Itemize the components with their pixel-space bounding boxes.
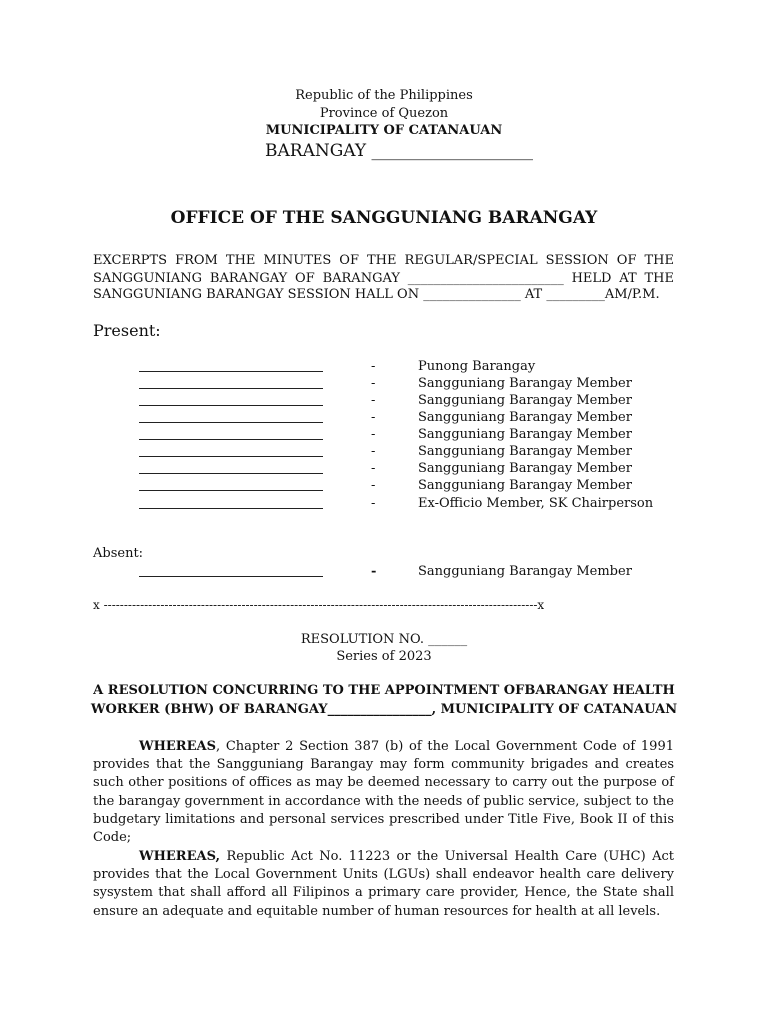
dash: -: [371, 444, 376, 459]
office-title: OFFICE OF THE SANGGUNIANG BARANGAY: [170, 208, 598, 228]
whereas-text: , Chapter 2 Section 387 (b) of the Local Government Code of 1991 provides that the Sangguniang Barangay may form community brigades and creates such other positions of offices as may be deemed necessary to carry out the purpose of the barangay government in accordance with the needs of public service, subject to the budgetary limitations and personal services prescribed under Title Five, Book II of this Code;: [93, 739, 674, 846]
barangay-label: BARANGAY: [265, 141, 367, 161]
whereas-text: Republic Act No. 11223 or the Universal Health Care (UHC) Act provides that the Local Government Units (LGUs) shall endeavor health care delivery sysystem that shall afford all Filipinos a primary care provider, Hence, the State shall ensure an adequate and equitable number of human resources for health at all levels.: [93, 849, 674, 919]
member-role: Sangguniang Barangay Member: [418, 478, 632, 493]
separator-text: x -----------------------------------------------------------------------------------------------------------x: [93, 598, 545, 612]
present-label: Present:: [93, 321, 161, 340]
absent-label: Absent:: [93, 546, 144, 561]
member-role: Ex-Officio Member, SK Chairperson: [418, 496, 654, 511]
whereas-lead: WHEREAS,: [139, 849, 221, 864]
resolution-number: RESOLUTION NO. ______: [300, 632, 468, 647]
absent-row: [0, 563, 768, 580]
dash: -: [371, 359, 376, 374]
barangay-blank: ___________________: [371, 141, 534, 161]
signature-line: [139, 405, 323, 406]
dash: -: [371, 427, 376, 442]
signature-line: [139, 490, 323, 491]
member-role: Sangguniang Barangay Member: [418, 427, 632, 442]
excerpt-line-1: EXCERPTS FROM THE MINUTES OF THE REGULAR/SPECIAL SESSION OF THE: [93, 253, 674, 268]
dash: -: [371, 461, 376, 476]
signature-line: [139, 439, 323, 440]
signature-line: [139, 576, 323, 577]
signature-line: [139, 388, 323, 389]
separator-line: [93, 598, 674, 612]
present-row: [0, 409, 768, 426]
dash: -: [371, 410, 376, 425]
present-row: [0, 426, 768, 443]
resolution-title-1: A RESOLUTION CONCURRING TO THE APPOINTMENT OFBARANGAY HEALTH: [93, 683, 675, 698]
header-province: Province of Quezon: [319, 106, 449, 121]
member-role: Sangguniang Barangay Member: [418, 393, 632, 408]
header-barangay: [265, 141, 533, 161]
header-municipality: MUNICIPALITY OF CATANAUAN: [265, 123, 503, 138]
dash: -: [371, 478, 376, 493]
member-role: Sangguniang Barangay Member: [418, 564, 632, 579]
whereas-lead: WHEREAS: [139, 739, 216, 754]
member-role: Sangguniang Barangay Member: [418, 461, 632, 476]
signature-line: [139, 456, 323, 457]
signature-line: [139, 508, 323, 509]
present-row: [0, 358, 768, 375]
present-row: [0, 375, 768, 392]
member-role: Sangguniang Barangay Member: [418, 410, 632, 425]
present-row: [0, 443, 768, 460]
dash: -: [371, 393, 376, 408]
present-row: [0, 392, 768, 409]
header-republic: Republic of the Philippines: [295, 88, 473, 103]
dash: -: [371, 564, 377, 579]
present-row: [0, 460, 768, 477]
resolution-title-2: WORKER (BHW) OF BARANGAY________________, MUNICIPALITY OF CATANAUAN: [90, 702, 678, 717]
dash: -: [371, 376, 376, 391]
member-role: Sangguniang Barangay Member: [418, 376, 632, 391]
signature-line: [139, 371, 323, 372]
member-role: Sangguniang Barangay Member: [418, 444, 632, 459]
member-role: Punong Barangay: [418, 359, 536, 374]
excerpt-line-3: SANGGUNIANG BARANGAY SESSION HALL ON _______________ AT _________AM/P.M.: [93, 287, 660, 302]
present-row: [0, 495, 768, 512]
whereas-paragraph-2: [93, 848, 674, 921]
resolution-series: Series of 2023: [336, 649, 432, 664]
signature-line: [139, 422, 323, 423]
excerpt-line-2: SANGGUNIANG BARANGAY OF BARANGAY ________________________ HELD AT THE: [93, 271, 674, 286]
present-row: [0, 477, 768, 494]
whereas-paragraph-1: [93, 738, 674, 847]
signature-line: [139, 473, 323, 474]
dash: -: [371, 496, 376, 511]
